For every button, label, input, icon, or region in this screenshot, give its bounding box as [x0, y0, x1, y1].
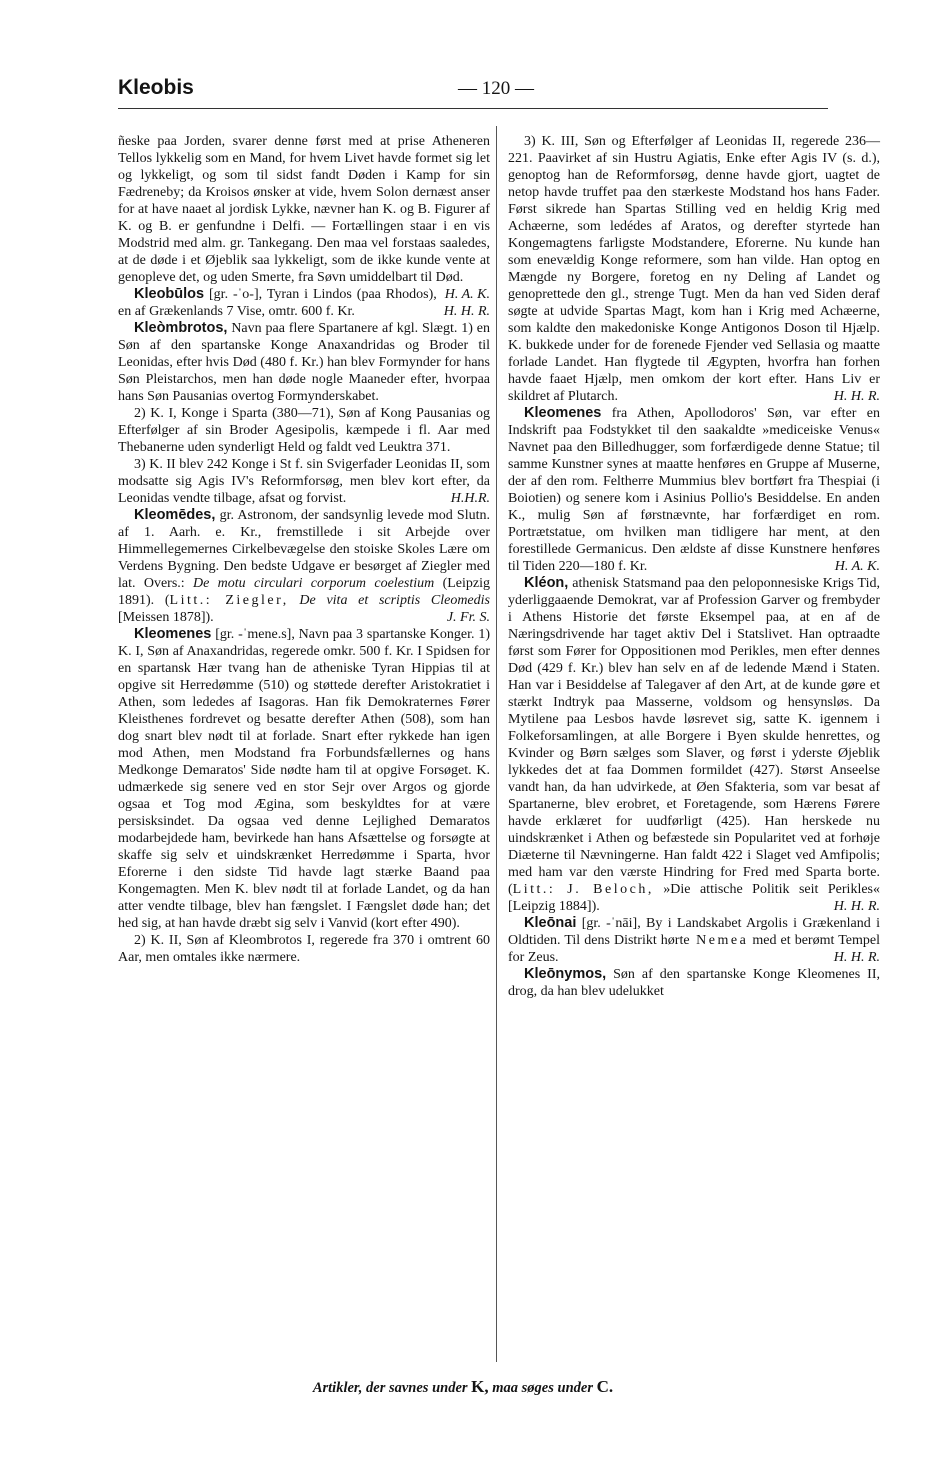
footer-text: Artikler, der savnes under — [312, 1380, 472, 1396]
entry-text: [gr. -ˈnāi], By i Landskabet Argolis i Grækenland i Oldtiden. Til dens Distrikt hørte — [508, 916, 880, 948]
page-number: — 120 — — [458, 78, 534, 99]
author-signature: H. A. K. — [834, 559, 880, 574]
running-header — [118, 76, 808, 106]
entry-text: 3) K. III, Søn og Efterfølger af Leonidas II, regerede 236—221. Paavirket af sin Hustru Agiatis, Enke efter Agis IV (s. d.), genoptog han de Reformforsøg, denne havde gjort, uagtet de netop havde truffet paa den stærkeste Modstand hos hans Fader. Først sikrede han Spartas Stilling ved en heldig Krig med Achæerne, som ledédes af Aratos, og derefter styrtede han Kongemagtens farligste Modstandere, Eforerne. Nu kunde han som enevældig Konge reformere, som han vilde. Han optog en Mængde ny Borgere, foretog en ny Deling af Landet og genoprettede den gl., strenge Tugt. Men da han ved Siden deraf søgte at udvide Spartas Magt, kom han i Krig med Achæerne, som kaldte den makedoniske Konge Antigonos Doson til Hjælp. K. bukkede under for de forenede Fjender ved Sellasia og maatte forlade Landet. Han flygtede til Ægypten, hvorfra han forhen havde faaet Hjælp, men omkom der kort efter. Hans Liv er skildret af Plutarch. — [508, 134, 880, 404]
entry-text: athenisk Statsmand paa den peloponnesiske Krigs Tid, yderliggaaende Demokrat, var af Profession Garver og frembyder i Athens Historie det første Eksempel paa, at en af de Næringsdrivende har taget aktiv Del i Statslivet. Han optraadte først som Fører for Oppositionen mod Perikles, men efter dennes Død (429 f. Kr.) blev han selv en af de ledende Mænd i Staten. Han var i Besiddelse af Talegaver af den Art, at de kunde gøre et stærkt Indtryk paa Masserne, voldsom og hensynsløs. Da Mytilene paa Lesbos havde løsrevet sig, satte K. igennem i Folkeforsamlingen, at alle Borgere i Byen skulde henrettes, og Kvinder og Børn sælges som Slaver, og først i yderste Øjeblik lykkedes det at faa Dommen formildet (427). Størst Anseelse vandt han, da han udvirkede, at Øen Sfakteria, som var besat af Spartanerne, blev erobret, et Foretagende, som Hærens Førere havde erklæret for uudførligt (425). Han herskede nu uindskrænket i Athen og befæstede sin Popularitet ved at forhøje Diæterne til Nævningerne. Han faldt 422 i Slaget ved Amfipolis; med ham var den værste Hindring for Fred med Sparta borte. ( — [508, 576, 880, 897]
entry-text: Søn af den spartanske Konge Kleomenes II, drog, da han blev udelukket — [508, 967, 880, 999]
footer-letter-k: K, — [471, 1377, 489, 1396]
author-signature: J. Fr. S. — [446, 610, 490, 625]
work-title: De motu circulari corporum coelestium — [193, 576, 435, 591]
entry-kleombrotos-3 — [118, 456, 490, 507]
place-name: Nemea — [689, 933, 749, 948]
column-divider — [496, 126, 497, 1362]
right-column — [508, 133, 880, 1000]
entry-kleon — [508, 575, 880, 915]
literature-label: Litt.: — [169, 593, 213, 608]
entry-text: gr. Astronom, der sandsynlig levede mod Slutn. af 1. Aarh. e. Kr., fremstillede i sit Arbejde over Himmellegemernes Cirkelbevægelse den stoiske Skoles Lære om Verdens Bygning. Den bedste Udgave er besørget af Ziegler med lat. Overs.: — [118, 508, 490, 591]
headword: Kleomenes — [524, 405, 602, 421]
entry-text: [Meissen 1878]). — [118, 610, 214, 625]
author-signature: H. H. R. — [833, 950, 880, 965]
entry-text: Navn paa flere Spartanere af kgl. Slægt. 1) en Søn af den spartanske Konge Anaxandridas og Broder til Leonidas, efter hvis Død (480 f. Kr.) han blev Formynder for hans Søn Pleistarchos, men han døde nogle Maaneder efter, hvorpaa hans Søn Pausanias overtog Formynderskabet. — [118, 321, 490, 404]
headword: Kleōnai — [524, 915, 577, 931]
entry-text: (Leipzig 1891). ( — [118, 576, 491, 608]
headword: Kleòmbrotos, — [134, 320, 228, 336]
headword: Kleobūlos — [134, 286, 205, 302]
entry-kleombrotos-2 — [118, 405, 490, 456]
entry-kleomenes-3 — [508, 133, 880, 405]
literature-label: Litt.: — [512, 882, 556, 897]
left-column — [118, 133, 490, 966]
author-signature: H. H. R. — [443, 304, 490, 319]
entry-kleomedes — [118, 507, 490, 626]
header-rule — [118, 108, 828, 109]
page-footer-note — [118, 1377, 808, 1399]
headword: Kléon, — [524, 575, 569, 591]
entry-kleonai — [508, 915, 880, 966]
headword: Kleomēdes, — [134, 507, 216, 523]
headword: Kleōnymos, — [524, 966, 607, 982]
entry-text: 3) K. II blev 242 Konge i St f. sin Svigerfader Leonidas II, som modsatte sig Agis IV's Reformforsøg, men blev kort efter, da Leonidas vendte tilbage, afsat og forvist. — [118, 457, 490, 506]
entry-kleonymos — [508, 966, 880, 1000]
headword: Kleomenes — [134, 626, 212, 642]
entry-kleobulos — [118, 286, 490, 320]
author-signature: H. H. R. — [833, 899, 880, 914]
entry-text: fra Athen, Apollodoros' Søn, var efter en Indskrift paa Fodstykket til den saakaldte »mediceiske Venus« Navnet paa den Billedhugger, som forfærdigede denne Statue; til samme Kunstner synes at maatte henføres en Gruppe af Muserne, der af den rom. Feltherre Mummius blev bortført fra Thespiai (i Boiotien) og senere kom i Asinius Pollio's Besiddelse. En anden K., mulig Søn af førstnævnte, har forfærdiget en rom. Portrætstatue, om hvilken man tidligere har ment, at den forestillede Germanicus. Den ældste af disse Kunstnere henføres til Tiden 220—180 f. Kr. — [508, 406, 880, 574]
entry-kleomenes-2 — [118, 932, 490, 966]
entry-text: ñeske paa Jorden, svarer denne først med at prise Atheneren Tellos lykkelig som en Mand, for hvem Livet havde formet sig let og lykkeligt, og som til sidst fandt Døden i Kamp for sin Fædreneby; da Kroisos ønsker at vide, hvem Solon dernæst anser for at have naaet al jordisk Lykke, nævner han K. og B. Figurer af K. og B. er genfundne i Delfi. — Fortællingen staar i en vis Modstrid med alm. gr. Tankegang. Den maa vel forstaas saaledes, at de døde i et Øjeblik saa lykkeligt, som de ikke kunde vente at genopleve det, og uden Smerte, fra Søvn umiddelbart til Død. — [118, 134, 490, 285]
entry-kleomenes — [118, 626, 490, 932]
work-title: De vita et scriptis Cleomedis — [288, 593, 490, 608]
entry-text: »Die attische Politik seit Perikles« [Leipzig 1884]). — [508, 882, 880, 914]
entry-text: 2) K. I, Konge i Sparta (380—71), Søn af Kong Pausanias og Efterfølger af sin Broder Agesipolis, kæmpede i fl. Aar med Thebanerne uden synderligt Held og faldt ved Leuktra 371. — [118, 406, 490, 455]
entry-text: med et berømt Tempel for Zeus. — [508, 933, 880, 965]
author-signature: H. A. K. — [444, 287, 490, 302]
entry-kleomenes-sculptor — [508, 405, 880, 575]
author-signature: H. H. R. — [833, 389, 880, 404]
entry-text: [gr. -ˈo-], Tyran i Lindos (paa Rhodos), en af Grækenlands 7 Vise, omtr. 600 f. Kr. — [118, 287, 437, 319]
entry-text: 2) K. II, Søn af Kleombrotos I, regerede fra 370 i omtrent 60 Aar, men omtales ikke nærmere. — [118, 933, 490, 965]
author-name: Ziegler, — [212, 593, 289, 608]
running-headword: Kleobis — [118, 76, 194, 99]
entry-text: [gr. -ˈmene.s], Navn paa 3 spartanske Konger. 1) K. I, Søn af Anaxandridas, regerede omkr. 500 f. Kr. I Spidsen for en spartansk Hær tvang han de atheniske Tyran Hippias til at opgive sit Herredømme (510) og støttede derefter Aristokratiet i Athen, som lededes af Isagoras. Han fik Demokraternes Fører Kleisthenes fordrevet og besatte derefter Athen (508), som han dog snart blev nødt til at forlade. Snart efter rykkede han igen mod Athen, men Modstand fra Forbundsfællernes og hans Medkonge Demaratos' Side nødte ham til at opgive Forsøget. K. udmærkede sig senere ved en stor Sejr over Argos og gjorde ogsaa et Tog mod Ægina, som beskyldtes for at være persisksindet. Da ogsaa ved denne Lejlighed Demaratos modarbejdede ham, bevirkede han hans Afsættelse og forsøgte at skaffe sig selv et uindskrænket Herredømme i Sparta, hvor Eforerne i den sidste Tid havde lagt stærke Baand paa Kongemagten. Men K. blev nødt til at forlade Landet, og da han atter vendte tilbage, blev han fængslet. I Fængslet døde han; det hed sig, at han havde dræbt sig selv i Vanvid (kort efter 490). — [118, 627, 490, 931]
author-name: J. Beloch, — [555, 882, 654, 897]
entry-kleombrotos — [118, 320, 490, 405]
footer-letter-c: C. — [596, 1377, 614, 1396]
footer-text: maa søges under — [488, 1380, 597, 1396]
author-signature: H.H.R. — [450, 491, 490, 506]
